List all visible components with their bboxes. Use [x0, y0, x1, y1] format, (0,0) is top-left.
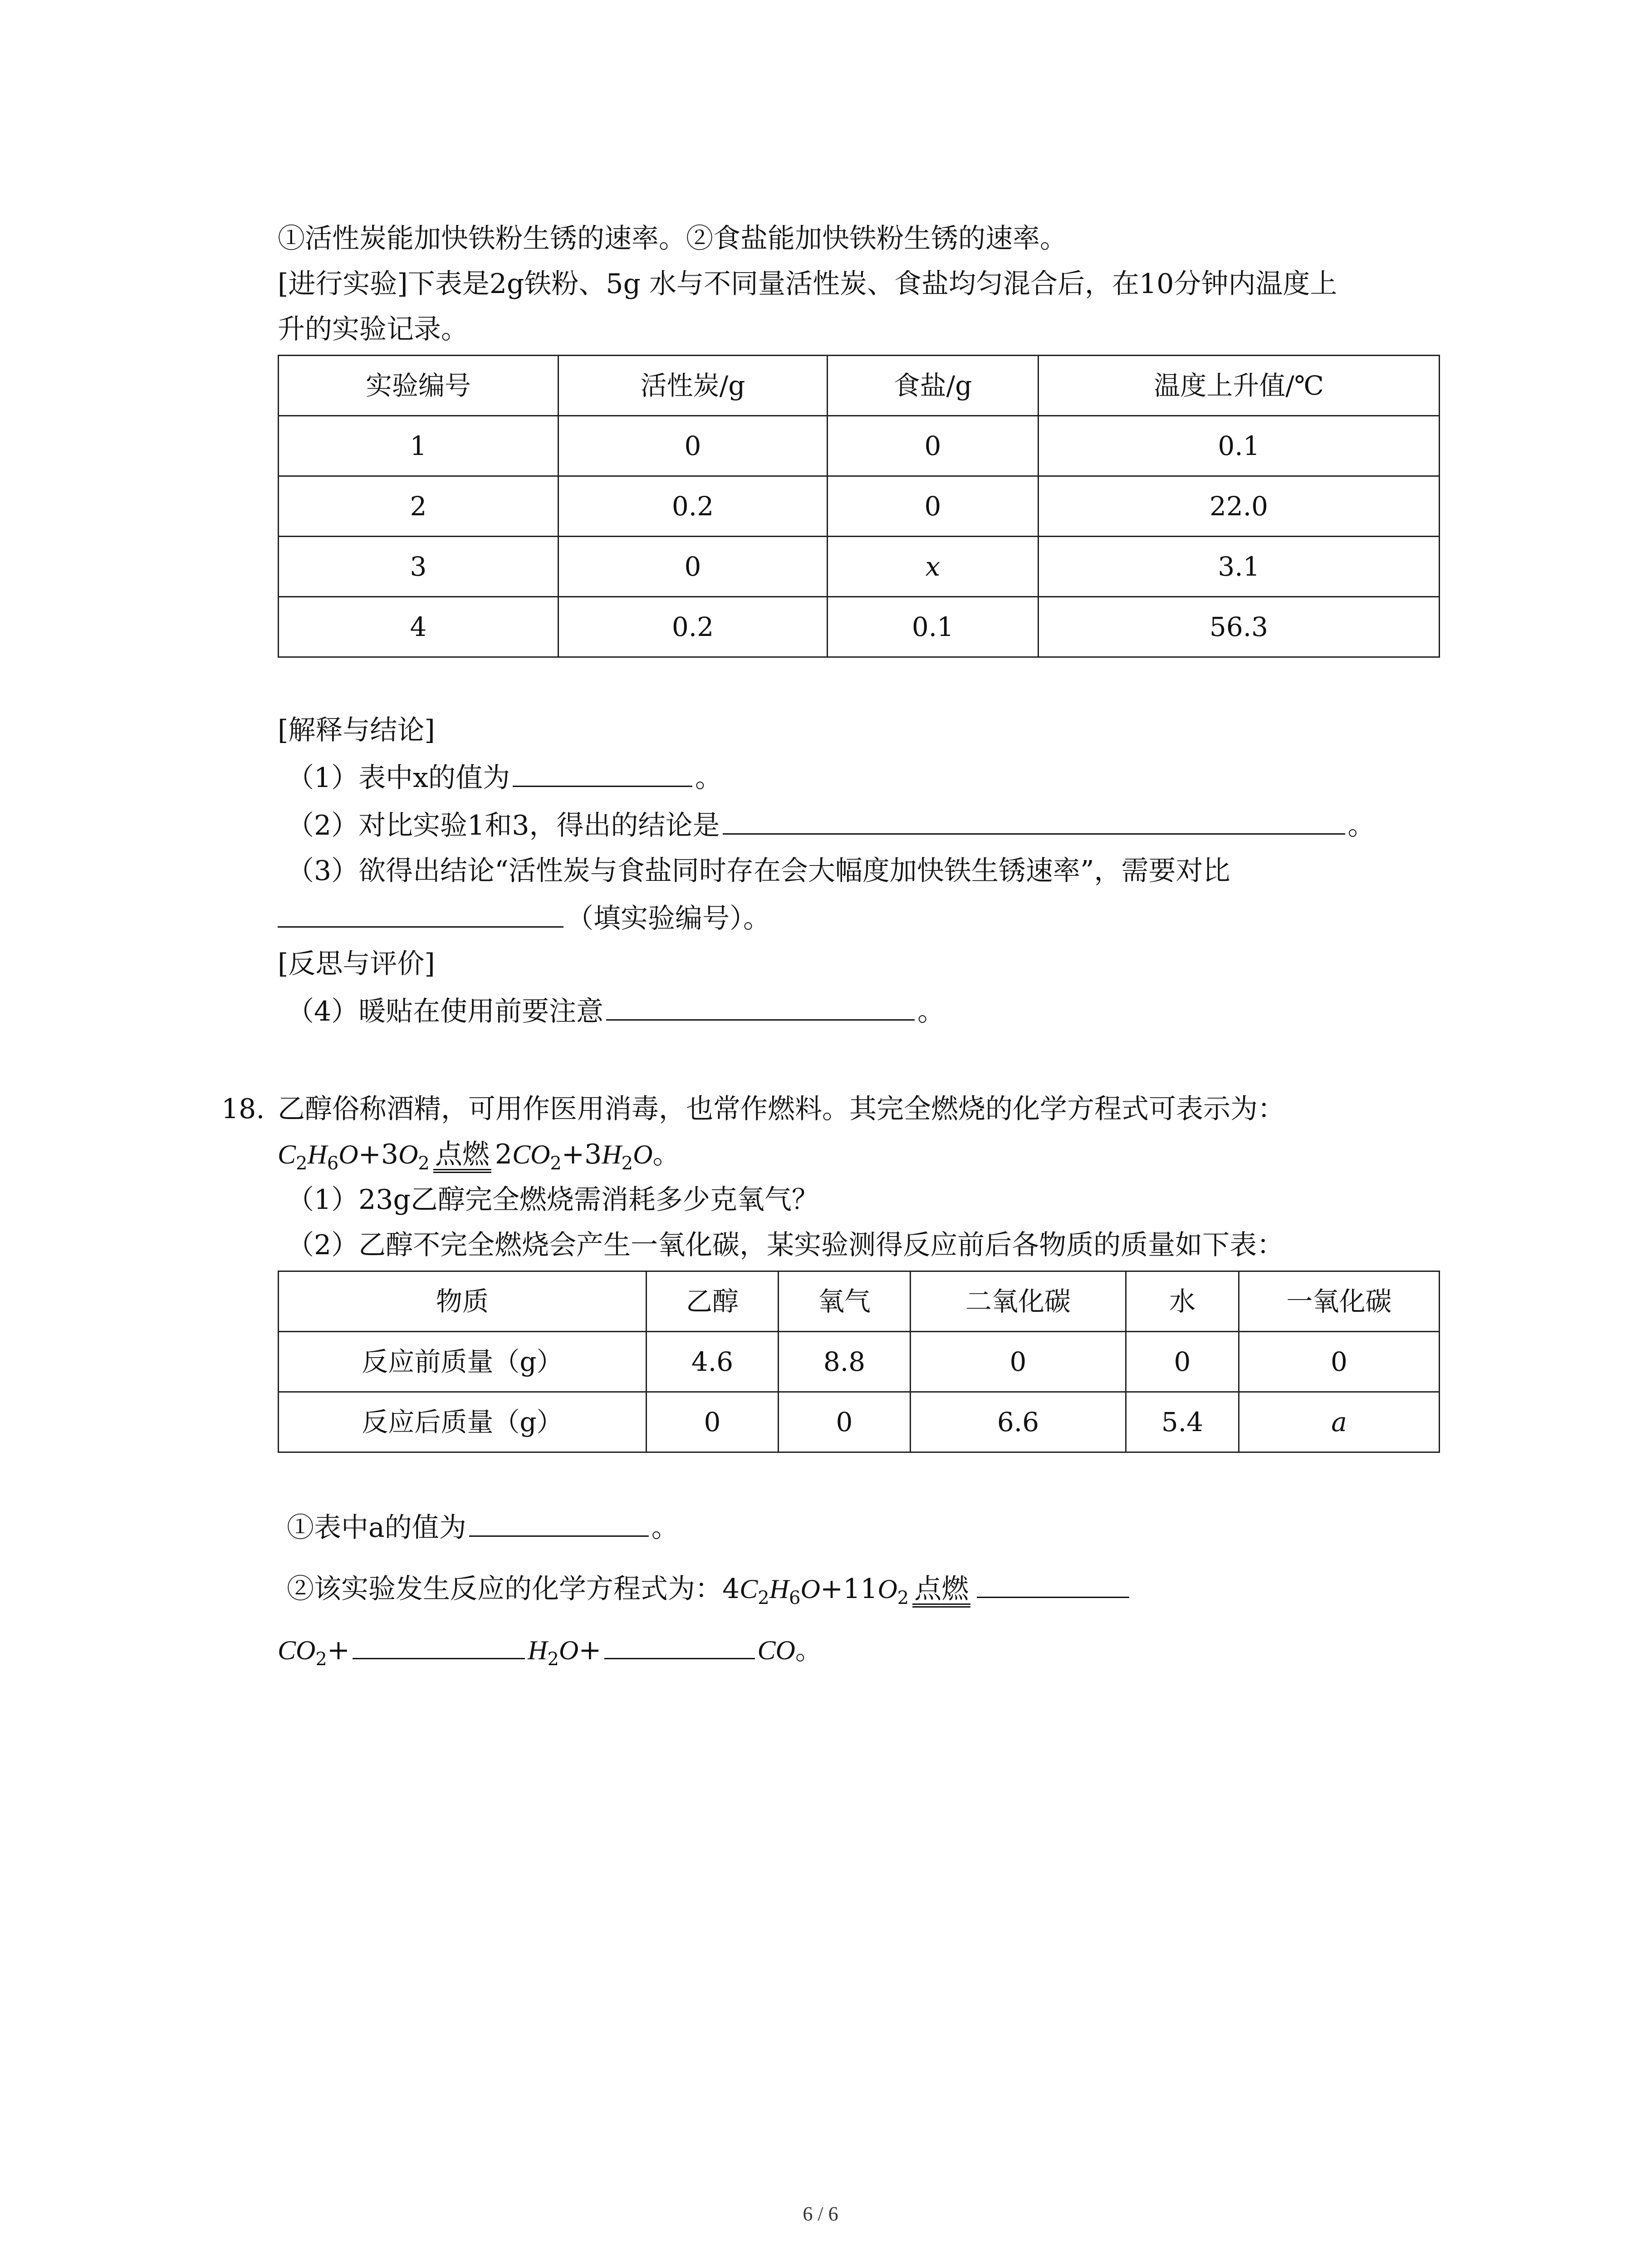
table-cell: 1 — [279, 416, 558, 476]
table-row — [279, 537, 1440, 597]
table-cell: 4 — [279, 597, 558, 657]
question-4-text: （4）暖贴在使用前要注意 — [287, 996, 604, 1027]
table-header-row — [279, 1271, 1440, 1332]
question-1 — [278, 753, 1439, 801]
question-18-number: 18. — [221, 1093, 265, 1125]
table-row — [279, 476, 1440, 537]
hypothesis-line: ①活性炭能加快铁粉生锈的速率。②食盐能加快铁粉生锈的速率。 — [278, 223, 1067, 254]
question-18-text: 乙醇俗称酒精，可用作医用消毒，也常作燃料。其完全燃烧的化学方程式可表示为： — [278, 1093, 1285, 1125]
answer-blank-coef-co2[interactable] — [977, 1564, 1129, 1598]
question-4-end: 。 — [917, 996, 945, 1027]
question-18-line — [221, 1086, 1439, 1132]
header-cell: 食盐/g — [828, 356, 1038, 416]
table-cell: 56.3 — [1038, 597, 1440, 657]
table-cell: 8.8 — [779, 1332, 911, 1392]
question-2 — [278, 801, 1439, 848]
header-cell: 氧气 — [779, 1271, 911, 1332]
table-cell: 反应后质量（g） — [279, 1392, 647, 1452]
answer-blank-a[interactable] — [469, 1503, 649, 1537]
question-18-a — [278, 1503, 1439, 1550]
mass-table — [278, 1271, 1440, 1453]
table-row — [279, 416, 1440, 476]
table-cell: 0 — [558, 537, 828, 597]
header-cell: 温度上升值/℃ — [1038, 356, 1440, 416]
table-cell: 22.0 — [1038, 476, 1440, 537]
question-18-1: （1）23g乙醇完全燃烧需消耗多少克氧气？ — [287, 1184, 819, 1216]
table-cell: 5.4 — [1126, 1392, 1239, 1452]
answer-blank-coef-h2o[interactable] — [353, 1625, 525, 1659]
table-cell: 2 — [279, 476, 558, 537]
table-cell: 0 — [558, 416, 828, 476]
experiment-table — [278, 355, 1440, 658]
complete-combustion-equation: $C_2H_6O+3O_2$ 点燃 $2CO_2+3H_2O$。 — [278, 1139, 680, 1174]
table-cell: 3 — [279, 537, 558, 597]
header-cell: 乙醇 — [647, 1271, 779, 1332]
header-cell: 实验编号 — [279, 356, 558, 416]
table-cell: 0 — [1239, 1332, 1440, 1392]
table-row — [279, 1392, 1440, 1452]
table-row — [279, 597, 1440, 657]
table-cell: 0 — [779, 1392, 911, 1452]
answer-blank-3[interactable] — [278, 894, 563, 928]
table-cell: 反应前质量（g） — [279, 1332, 647, 1392]
reaction-condition: 点燃 — [433, 1140, 491, 1173]
question-3-line2 — [278, 894, 1439, 941]
incomplete-combustion-equation-line2: $CO_2+ H_2O+$ CO。 — [278, 1625, 1439, 1673]
header-cell: 二氧化碳 — [911, 1271, 1126, 1332]
table-header-row — [279, 356, 1440, 416]
header-cell: 活性炭/g — [558, 356, 828, 416]
header-cell: 一氧化碳 — [1239, 1271, 1440, 1332]
page-content — [221, 216, 1439, 1673]
experiment-intro-line2: 升的实验记录。 — [278, 313, 468, 345]
question-2-text: （2）对比实验1和3，得出的结论是 — [287, 810, 720, 841]
question-18-2: （2）乙醇不完全燃烧会产生一氧化碳，某实验测得反应前后各物质的质量如下表： — [287, 1229, 1284, 1261]
question-1-text: （1）表中x的值为 — [287, 762, 510, 794]
question-18-a-end: 。 — [651, 1512, 679, 1544]
table-cell: 0 — [647, 1392, 779, 1452]
question-3-line1: （3）欲得出结论“活性炭与食盐同时存在会大幅度加快铁生锈速率”，需要对比 — [287, 855, 1230, 887]
table-cell: 0.1 — [1038, 416, 1440, 476]
page-number: 6 / 6 — [803, 2203, 838, 2225]
table-cell: 0.2 — [558, 476, 828, 537]
question-2-end: 。 — [1347, 810, 1375, 841]
table-row — [279, 1332, 1440, 1392]
question-1-end: 。 — [695, 762, 723, 794]
table-cell: a — [1239, 1392, 1440, 1452]
experiment-intro-line1: [进行实验]下表是2g铁粉、5g 水与不同量活性炭、食盐均匀混合后，在10分钟内温度上 — [278, 268, 1337, 300]
table-cell: 0 — [1126, 1332, 1239, 1392]
equation-prompt: ②该实验发生反应的化学方程式为： — [287, 1573, 722, 1605]
answer-blank-4[interactable] — [606, 987, 915, 1021]
table-cell: 0 — [828, 476, 1038, 537]
header-cell: 物质 — [279, 1271, 647, 1332]
incomplete-combustion-equation-line1: ②该实验发生反应的化学方程式为：$4C_2H_6O+11O_2$ 点燃 — [278, 1564, 1439, 1612]
header-cell: 水 — [1126, 1271, 1239, 1332]
question-4 — [278, 987, 1439, 1034]
table-cell: 3.1 — [1038, 537, 1440, 597]
reflection-heading: [反思与评价] — [278, 948, 435, 980]
answer-blank-2[interactable] — [723, 801, 1345, 835]
answer-blank-coef-co[interactable] — [604, 1625, 755, 1659]
table-cell: 6.6 — [911, 1392, 1126, 1452]
table-cell: 4.6 — [647, 1332, 779, 1392]
analysis-heading: [解释与结论] — [278, 714, 435, 746]
question-3-end: （填实验编号）。 — [566, 903, 770, 934]
table-cell: 0 — [828, 416, 1038, 476]
table-cell: x — [828, 537, 1038, 597]
table-cell: 0.1 — [828, 597, 1038, 657]
table-cell: 0.2 — [558, 597, 828, 657]
table-cell: 0 — [911, 1332, 1126, 1392]
answer-blank-1[interactable] — [513, 753, 692, 787]
question-18-a-text: ①表中a的值为 — [287, 1512, 466, 1544]
reaction-condition: 点燃 — [912, 1574, 970, 1608]
